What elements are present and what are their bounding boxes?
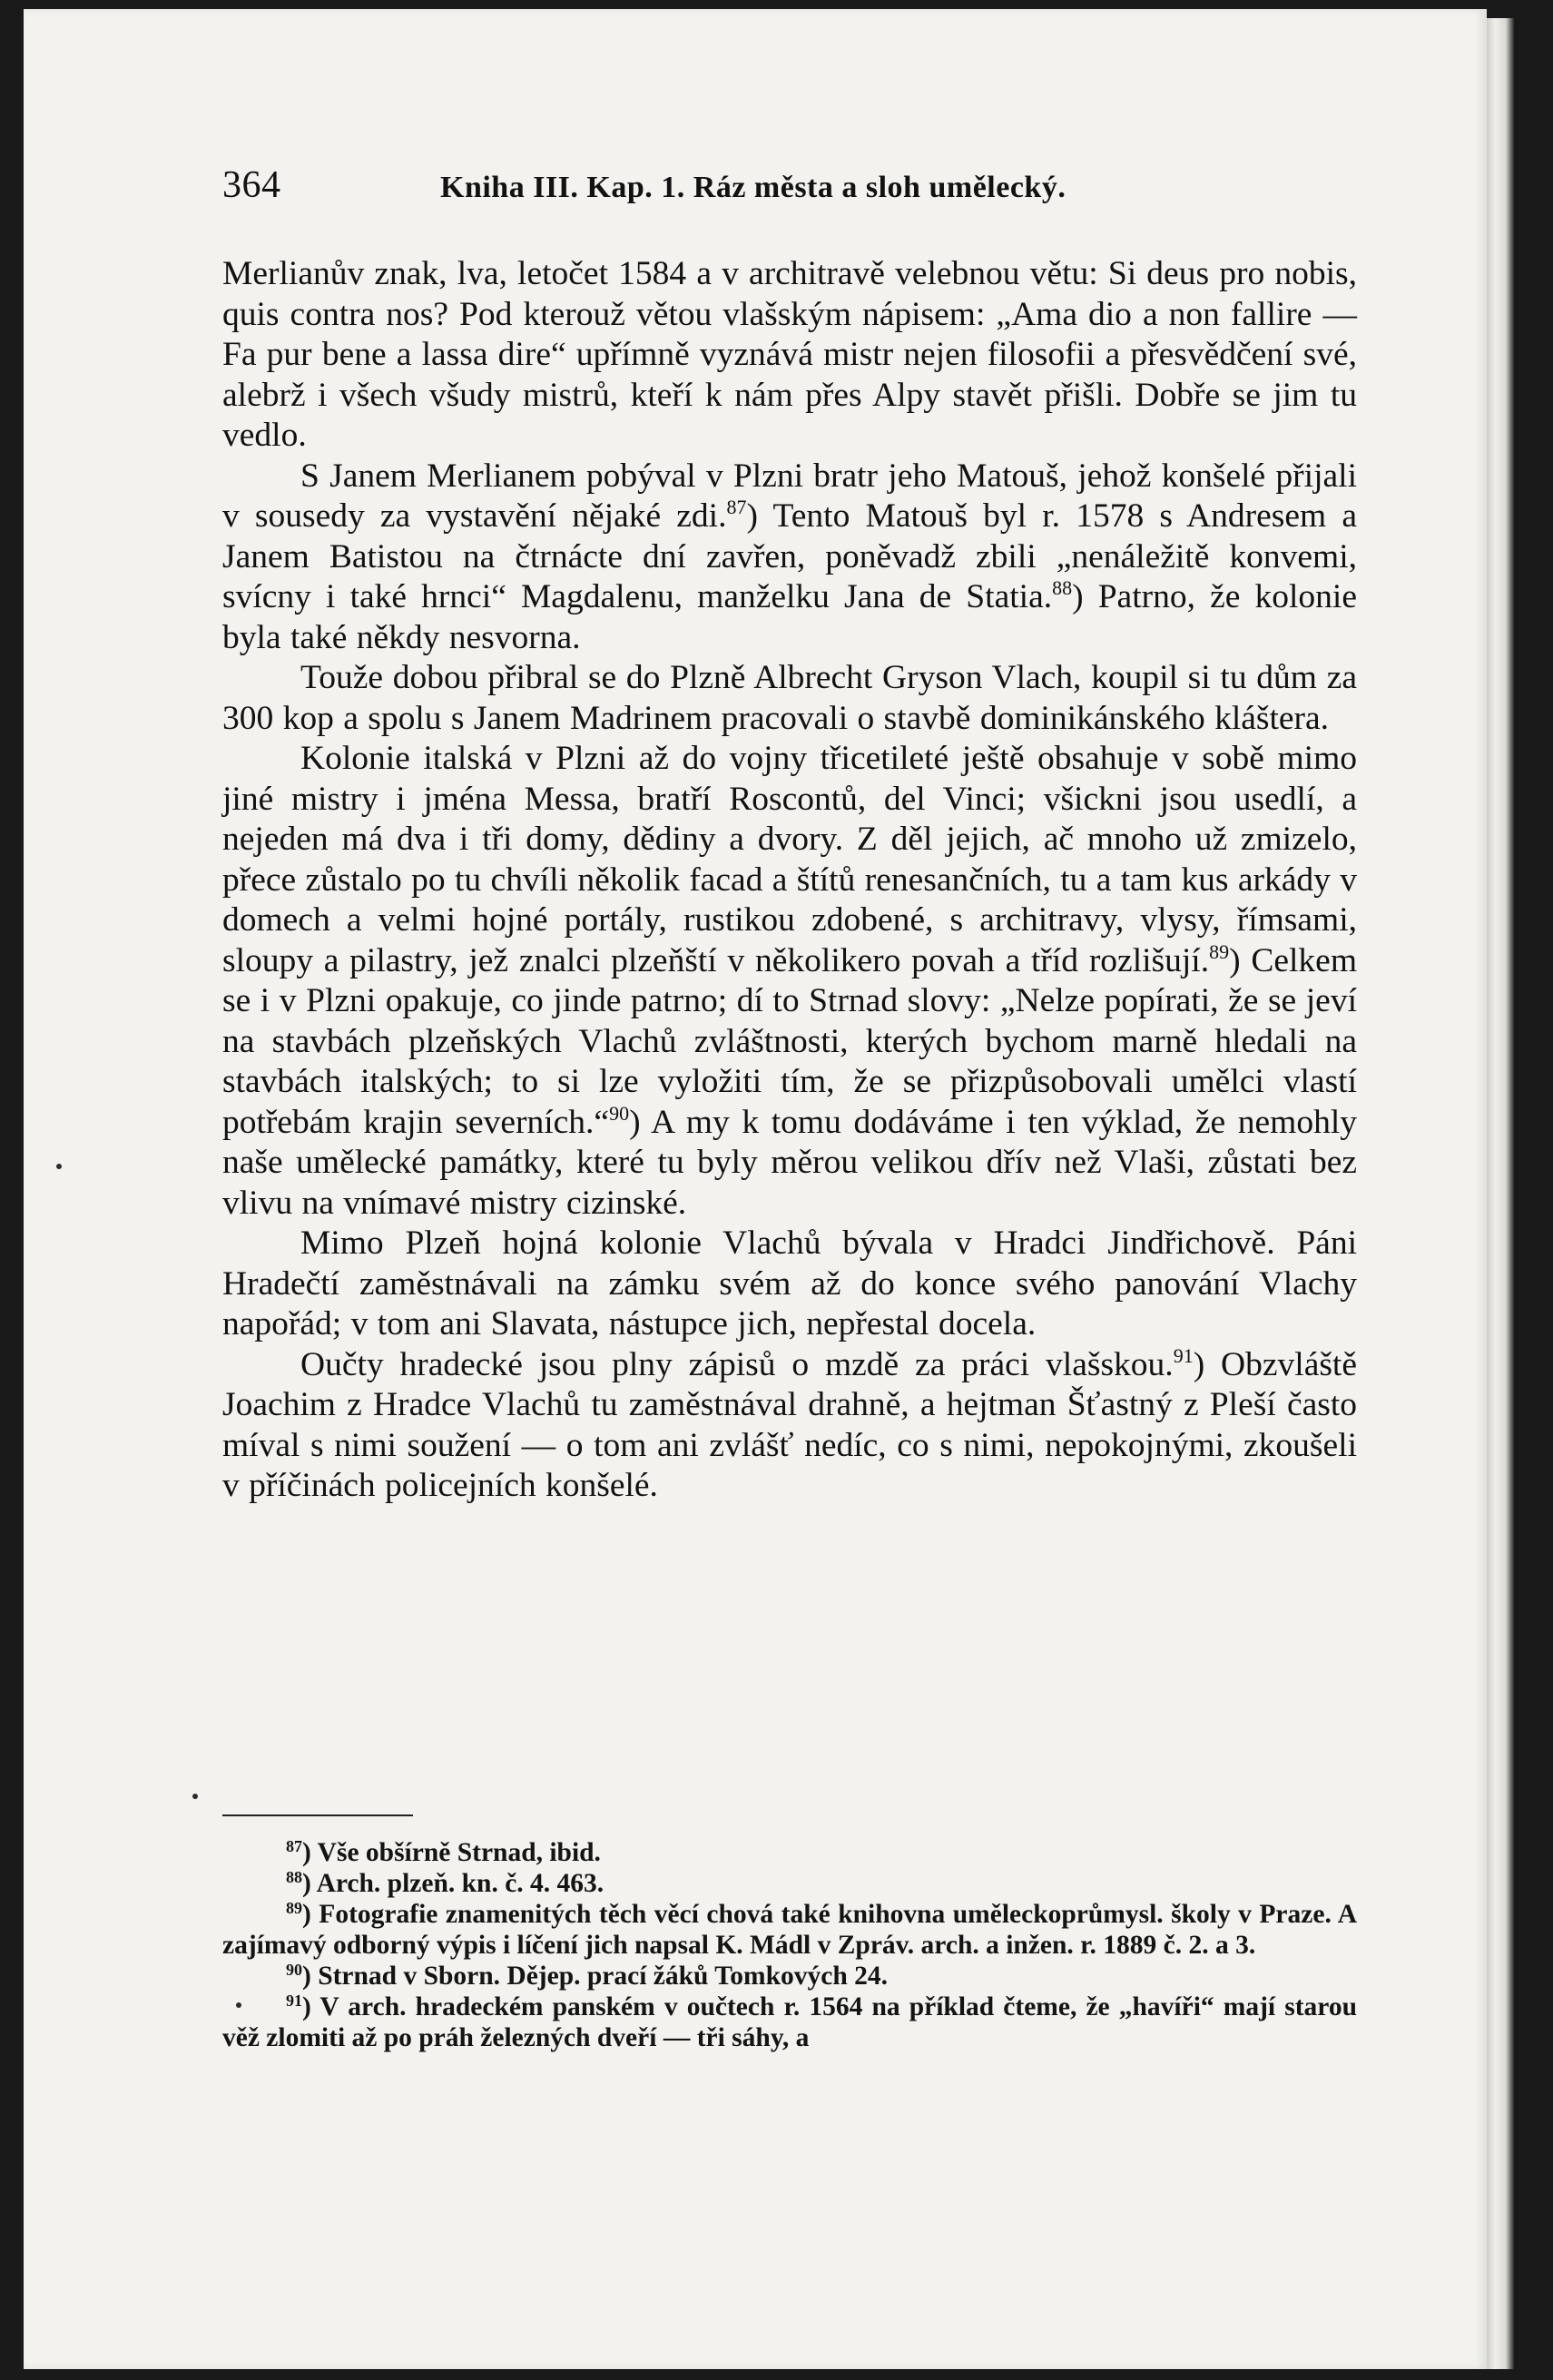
paragraph-text: ) Celkem se i v Plzni opakuje, co jinde patrno; dí to Strnad slovy: „Nelze popírati, že se jeví na stavbách plzeňských Vlachů zvláštnosti, kterých bychom marně hledali na stavbách italských; to si lze vyložiti tím, že se přizpůsobovali umělci vlastí potřebám krajin severních.“ bbox=[222, 941, 1357, 1141]
paragraph-text: Kolonie italská v Plzni až do vojny třicetileté ještě obsahuje v sobě mimo jiné mistry i jména Messa, bratří Roscontů, del Vinci; všickni jsou usedlí, a nejeden má dva i tři domy, dědiny a dvory. Z děl jejich, ač mnoho už zmizelo, přece zůstalo po tu chvíli několik facad a štítů renesančních, tu a tam kus arkády v domech a velmi hojné portály, rustikou zdobené, s architravy, vlysy, římsami, sloupy a pilastry, jež znalci plzeňští v několikero povah a tříd rozlišují. bbox=[222, 740, 1357, 979]
page-content bbox=[222, 163, 1357, 1507]
paragraph-text: Mimo Plzeň hojná kolonie Vlachů bývala v Hradci Jindřichově. Páni Hradečtí zaměstnávali na zámku svém až do konce svého panování Vlachy napořád; v tom ani Slavata, nástupce jich, nepřestal docela. bbox=[222, 1224, 1357, 1342]
footnotes bbox=[222, 1837, 1357, 2053]
paragraph-text: Touže dobou přibral se do Plzně Albrecht Gryson Vlach, koupil si tu dům za 300 kop a spolu s Janem Madrinem pracovali o stavbě dominikánského kláštera. bbox=[222, 659, 1357, 737]
paragraph-text: Merlianův znak, lva, letočet 1584 a v architravě velebnou větu: Si deus pro nobis, quis contra nos? Pod kterouž větou vlašským nápisem: „Ama dio a non fallire — Fa pur bene a lassa dire“ upřímně vyznává mistr nejen filosofii a přesvědčení své, alebrž i všech všudy mistrů, kteří k nám přes Alpy stavět přišli. Dobře se jim tu vedlo. bbox=[222, 255, 1357, 454]
paragraph-text: ) Tento Matouš byl r. 1578 s Andresem a Janem Batistou na čtrnácte dní zavřen, poněvadž zbili „nenáležitě konvemi, svícny i také hrnci“ Magdalenu, manželku Jana de Statia. bbox=[222, 497, 1357, 615]
footnote-reference[interactable]: 88 bbox=[1052, 576, 1073, 599]
footnote-mark: 87 bbox=[286, 1837, 302, 1855]
footnote-mark: 88 bbox=[286, 1868, 302, 1886]
paragraph-text: ) A my k tomu dodáváme i ten výklad, že nemohly naše umělecké památky, které tu byly měrou velikou dřív než Vlaši, zůstati bez vlivu na vnímavé mistry cizinské. bbox=[222, 1103, 1357, 1222]
footnote bbox=[222, 1899, 1357, 1961]
paragraph-text: ) Patrno, že kolonie byla také někdy nesvorna. bbox=[222, 578, 1357, 656]
footnote-text: ) Strnad v Sborn. Dějep. prací žáků Tomkových 24. bbox=[302, 1962, 888, 1991]
paper-speck bbox=[56, 1164, 62, 1169]
paragraph bbox=[222, 1224, 1357, 1345]
footnote bbox=[222, 1992, 1357, 2053]
footnote-text: ) Vše obšírně Strnad, ibid. bbox=[302, 1838, 601, 1867]
footnote-reference[interactable]: 89 bbox=[1209, 939, 1230, 963]
footnote bbox=[222, 1868, 1357, 1899]
paragraph-text: S Janem Merlianem pobýval v Plzni bratr jeho Matouš, jehož konšelé přijali v sousedy za vystavění nějaké zdi. bbox=[222, 457, 1357, 535]
page-edge-shadow bbox=[1487, 18, 1514, 2369]
footnote-text: ) Arch. plzeň. kn. č. 4. 463. bbox=[302, 1869, 604, 1898]
footnote-reference[interactable]: 87 bbox=[726, 496, 747, 518]
footnote bbox=[222, 1837, 1357, 1868]
paragraph bbox=[222, 254, 1357, 457]
running-title: Kniha III. Kap. 1. Ráz města a sloh umělecký. bbox=[440, 171, 1066, 204]
footnote-text: ) Fotografie znamenitých těch věcí chová také knihovna uměleckoprůmysl. školy v Praze. A zajímavý odborný výpis i líčení jich napsal K. Mádl v Zpráv. arch. a inžen. r. 1889 č. 2. a 3. bbox=[222, 1900, 1357, 1960]
footnote-mark: 89 bbox=[286, 1899, 302, 1917]
paragraph bbox=[222, 1345, 1357, 1507]
footnote-mark: 90 bbox=[286, 1961, 302, 1979]
running-header bbox=[222, 163, 1357, 218]
footnote-separator bbox=[222, 1815, 413, 1816]
page-number: 364 bbox=[222, 164, 281, 206]
footnote-reference[interactable]: 91 bbox=[1173, 1343, 1194, 1367]
footnote-mark: 91 bbox=[286, 1992, 302, 2010]
paragraph bbox=[222, 457, 1357, 659]
body-text bbox=[222, 254, 1357, 1507]
paper-speck bbox=[192, 1794, 198, 1799]
paragraph bbox=[222, 739, 1357, 1224]
paragraph-text: ) Obzvláště Joachim z Hradce Vlachů tu zaměstnával drahně, a hejtman Šťastný z Pleší často míval s nimi soužení — o tom ani zvlášť nedíc, co s nimi, nepokojnými, zkoušeli v příčinách policejních konšelé. bbox=[222, 1345, 1358, 1504]
footnote-reference[interactable]: 90 bbox=[609, 1101, 630, 1125]
footnote bbox=[222, 1961, 1357, 1992]
footnote-text: ) V arch. hradeckém panském v oučtech r. 1564 na příklad čteme, že „havíři“ mají starou věž zlomiti až po práh železných dveří — tři sáhy, a bbox=[222, 1992, 1357, 2052]
paragraph-text: Oučty hradecké jsou plny zápisů o mzdě za práci vlašskou. bbox=[300, 1345, 1174, 1383]
paragraph bbox=[222, 658, 1357, 739]
